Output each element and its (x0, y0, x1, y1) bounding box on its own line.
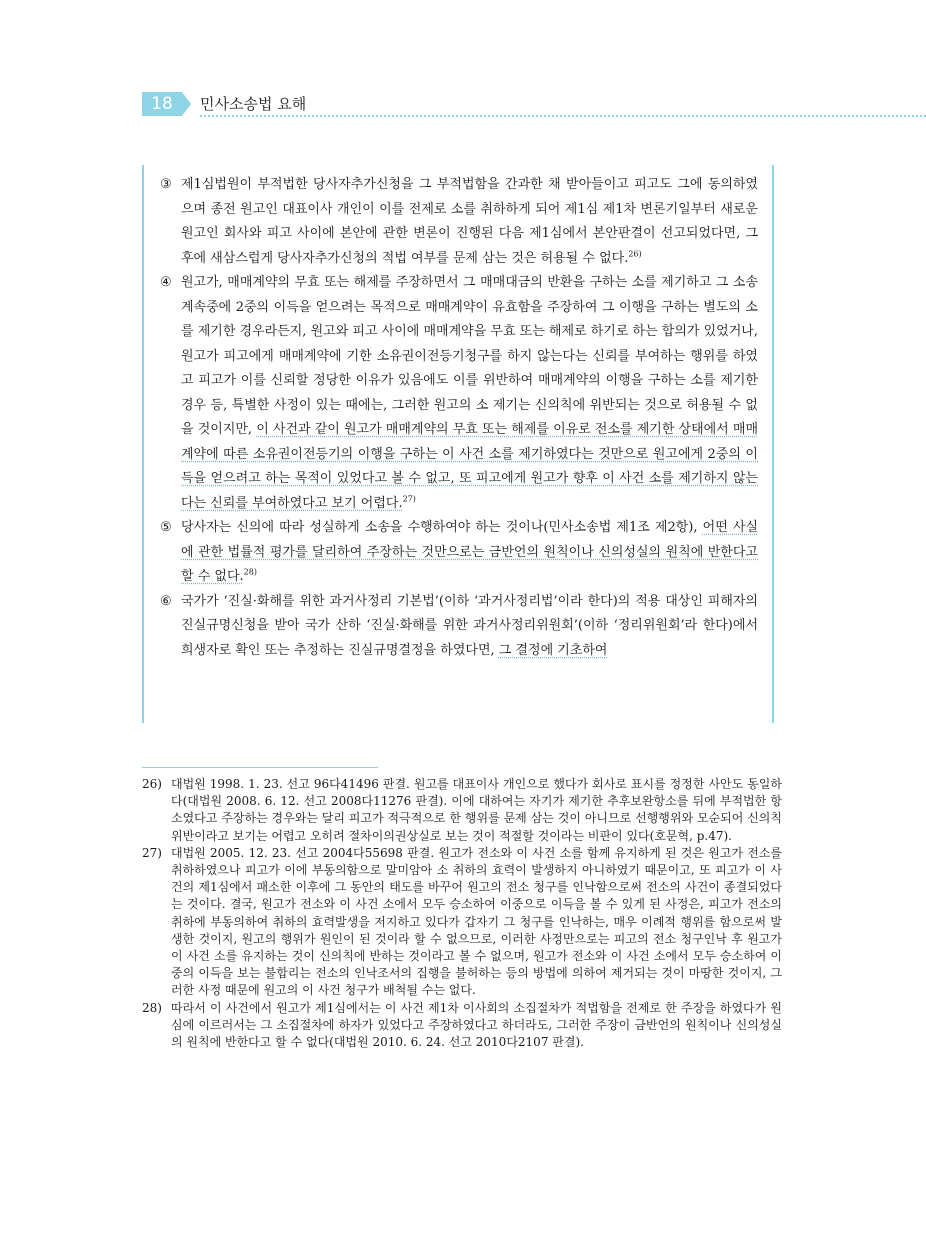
item-text: 국가가 ‘진실·화해를 위한 과거사정리 기본법’(이하 ‘과거사정리법’이라 한다)의 적용 대상인 피해자의 진실규명신청을 받아 국가 산하 ‘진실·화해를 위한 과거사정리위원회’(이하 ‘정리위원회’라 한다)에서 희생자로 확인 또는 추정하는 진실규명결정을 하였다면, (181, 593, 758, 658)
footnote-text: 따라서 이 사건에서 원고가 제1심에서는 이 사건 제1차 이사회의 소집절차가 적법함을 전제로 한 주장을 하였다가 원심에 이르러서는 그 소집절차에 하자가 있었다고 주장하였다고 하더라도, 그러한 주장이 금반언의 원칙이나 신의성실의 원칙에 반한다고 할 수 없다(대법원 2010. 6. 24. 선고 2010다2107 판결). (171, 1000, 782, 1050)
footnote-27 (142, 845, 782, 1000)
footnotes (142, 776, 782, 1051)
footnote-ref-28[interactable]: 28) (243, 567, 257, 577)
item-text-underlined: 이 사건과 같이 원고가 매매계약의 무효 또는 해제를 이유로 전소를 제기한 상태에서 매매계약에 따른 소유권이전등기의 이행을 구하는 이 사건 소를 제기하였다는 것만으로 원고에게 2중의 이득을 얻으려고 하는 목적이 있었다고 볼 수 없고, 또 피고에게 원고가 향후 이 사건 소를 제기하지 않는다는 신뢰를 부여하였다고 보기 어렵다. (181, 422, 759, 511)
item-number: ⑥ (160, 593, 172, 609)
footnote-ref-27[interactable]: 27) (402, 494, 416, 504)
footnote-text: 대법원 1998. 1. 23. 선고 96다41496 판결. 원고를 대표이사 개인으로 했다가 회사로 표시를 정정한 사안도 동일하다(대법원 2008. 6. 12. 선고 2008다11276 판결). 이에 대하여는 자기가 제기한 추후보완항소를 뒤에 부적법한 항소였다고 주장하는 경우와는 달리 피고가 적극적으로 한 행위를 문제 삼는 것이 아니므로 선행행위와 모순되어 신의칙위반이라고 보기는 어렵고 오히려 절차이의권상실로 보는 것이 적절할 것이라는 비판이 있다(호문혁, p.47). (171, 777, 782, 843)
footnote-text: 대법원 2005. 12. 23. 선고 2004다55698 판결. 원고가 전소와 이 사건 소를 함께 유지하게 된 것은 원고가 전소를 취하하였으나 피고가 이에 부동의함으로 말미암아 소 취하의 효력이 발생하지 아니하였기 때문이고, 또 피고가 이 사건의 제1심에서 패소한 이후에 그 동안의 태도를 바꾸어 원고의 전소 청구를 인낙함으로써 전소의 사건이 종결되었다는 것이다. 결국, 원고가 전소와 이 사건 소에서 모두 승소하여 이중으로 이득을 볼 수 있게 된 사정은, 피고가 전소의 취하에 부동의하여 취하의 효력발생을 저지하고 있다가 갑자기 그 청구를 인낙하는, 매우 이례적 행위를 함으로써 발생한 것이지, 원고의 행위가 원인이 된 것이라 할 수 없으므로, 이러한 사정만으로는 피고의 전소 청구인낙 후 원고가 이 사건 소를 유지하는 것이 신의칙에 반하는 것이라고 볼 수 없으며, 원고가 전소와 이 사건 소에서 모두 승소하여 이중의 이득을 보는 불합리는 전소의 인낙조서의 집행을 불허하는 등의 방법에 의하여 제거되는 것이 마땅한 것이지, 그러한 사정 때문에 원고의 이 사건 청구가 배척될 수는 없다. (171, 845, 783, 998)
footnote-number: 28) (142, 1000, 162, 1015)
main-content-box (142, 165, 774, 723)
item-text: 제1심법원이 부적법한 당사자추가신청을 그 부적법함을 간과한 채 받아들이고 피고도 그에 동의하였으며 종전 원고인 대표이사 개인이 이를 전제로 소를 취하하게 되어 제1심 제1차 변론기일부터 새로운 원고인 회사와 피고 사이에 본안에 관한 변론이 진행된 다음 제1심에서 본안판결이 선고되었다면, 그 후에 새삼스럽게 당사자추가신청의 적법 여부를 문제 삼는 것은 허용될 수 없다. (181, 177, 758, 266)
footnote-number: 26) (142, 777, 162, 791)
item-text: 원고가, 매매계약의 무효 또는 해제를 주장하면서 그 매매대금의 반환을 구하는 소를 제기하고 그 소송계속중에 2중의 이득을 얻으려는 목적으로 매매계약이 유효함을 주장하여 그 이행을 구하는 별도의 소를 제기한 경우라든지, 원고와 피고 사이에 매매계약을 무효 또는 해제로 하기로 하는 합의가 있었거나, 원고가 피고에게 매매계약에 기한 소유권이전등기청구를 하지 않는다는 신뢰를 부여하는 행위를 하였고 피고가 이를 신뢰할 정당한 이유가 있음에도 이를 위반하여 매매계약의 이행을 구하는 소를 제기한 경우 등, 특별한 사정이 있는 때에는, 그러한 원고의 소 제기는 신의칙에 위반되는 것으로 허용될 수 없을 것이지만, (181, 275, 758, 437)
item-text-underlined: 어떤 사실에 관한 법률적 평가를 달리하여 주장하는 것만으로는 금반언의 원칙이나 신의성실의 원칙에 반한다고 할 수 없다. (181, 520, 759, 584)
list-item-6 (160, 590, 758, 664)
footnote-number: 27) (142, 845, 162, 860)
item-text: 당사자는 신의에 따라 성실하게 소송을 수행하여야 하는 것이나(민사소송법 제1조 제2항), (181, 520, 703, 535)
footnote-28 (142, 1000, 782, 1052)
footnote-separator (142, 767, 378, 768)
book-title: 민사소송법 요해 (200, 95, 307, 113)
list-item-4 (160, 271, 758, 516)
footnote-26 (142, 776, 782, 845)
item-text-underlined: 그 결정에 기초하여 (498, 642, 608, 658)
item-number: ⑤ (160, 520, 172, 535)
item-number: ③ (160, 177, 172, 192)
list-item-3 (160, 173, 758, 271)
item-number: ④ (160, 275, 172, 290)
footnote-ref-26[interactable]: 26) (628, 249, 642, 259)
page-header (142, 92, 926, 116)
page-number-badge: 18 (142, 92, 182, 116)
list-item-5 (160, 516, 758, 590)
header-dotted-rule (200, 115, 926, 117)
